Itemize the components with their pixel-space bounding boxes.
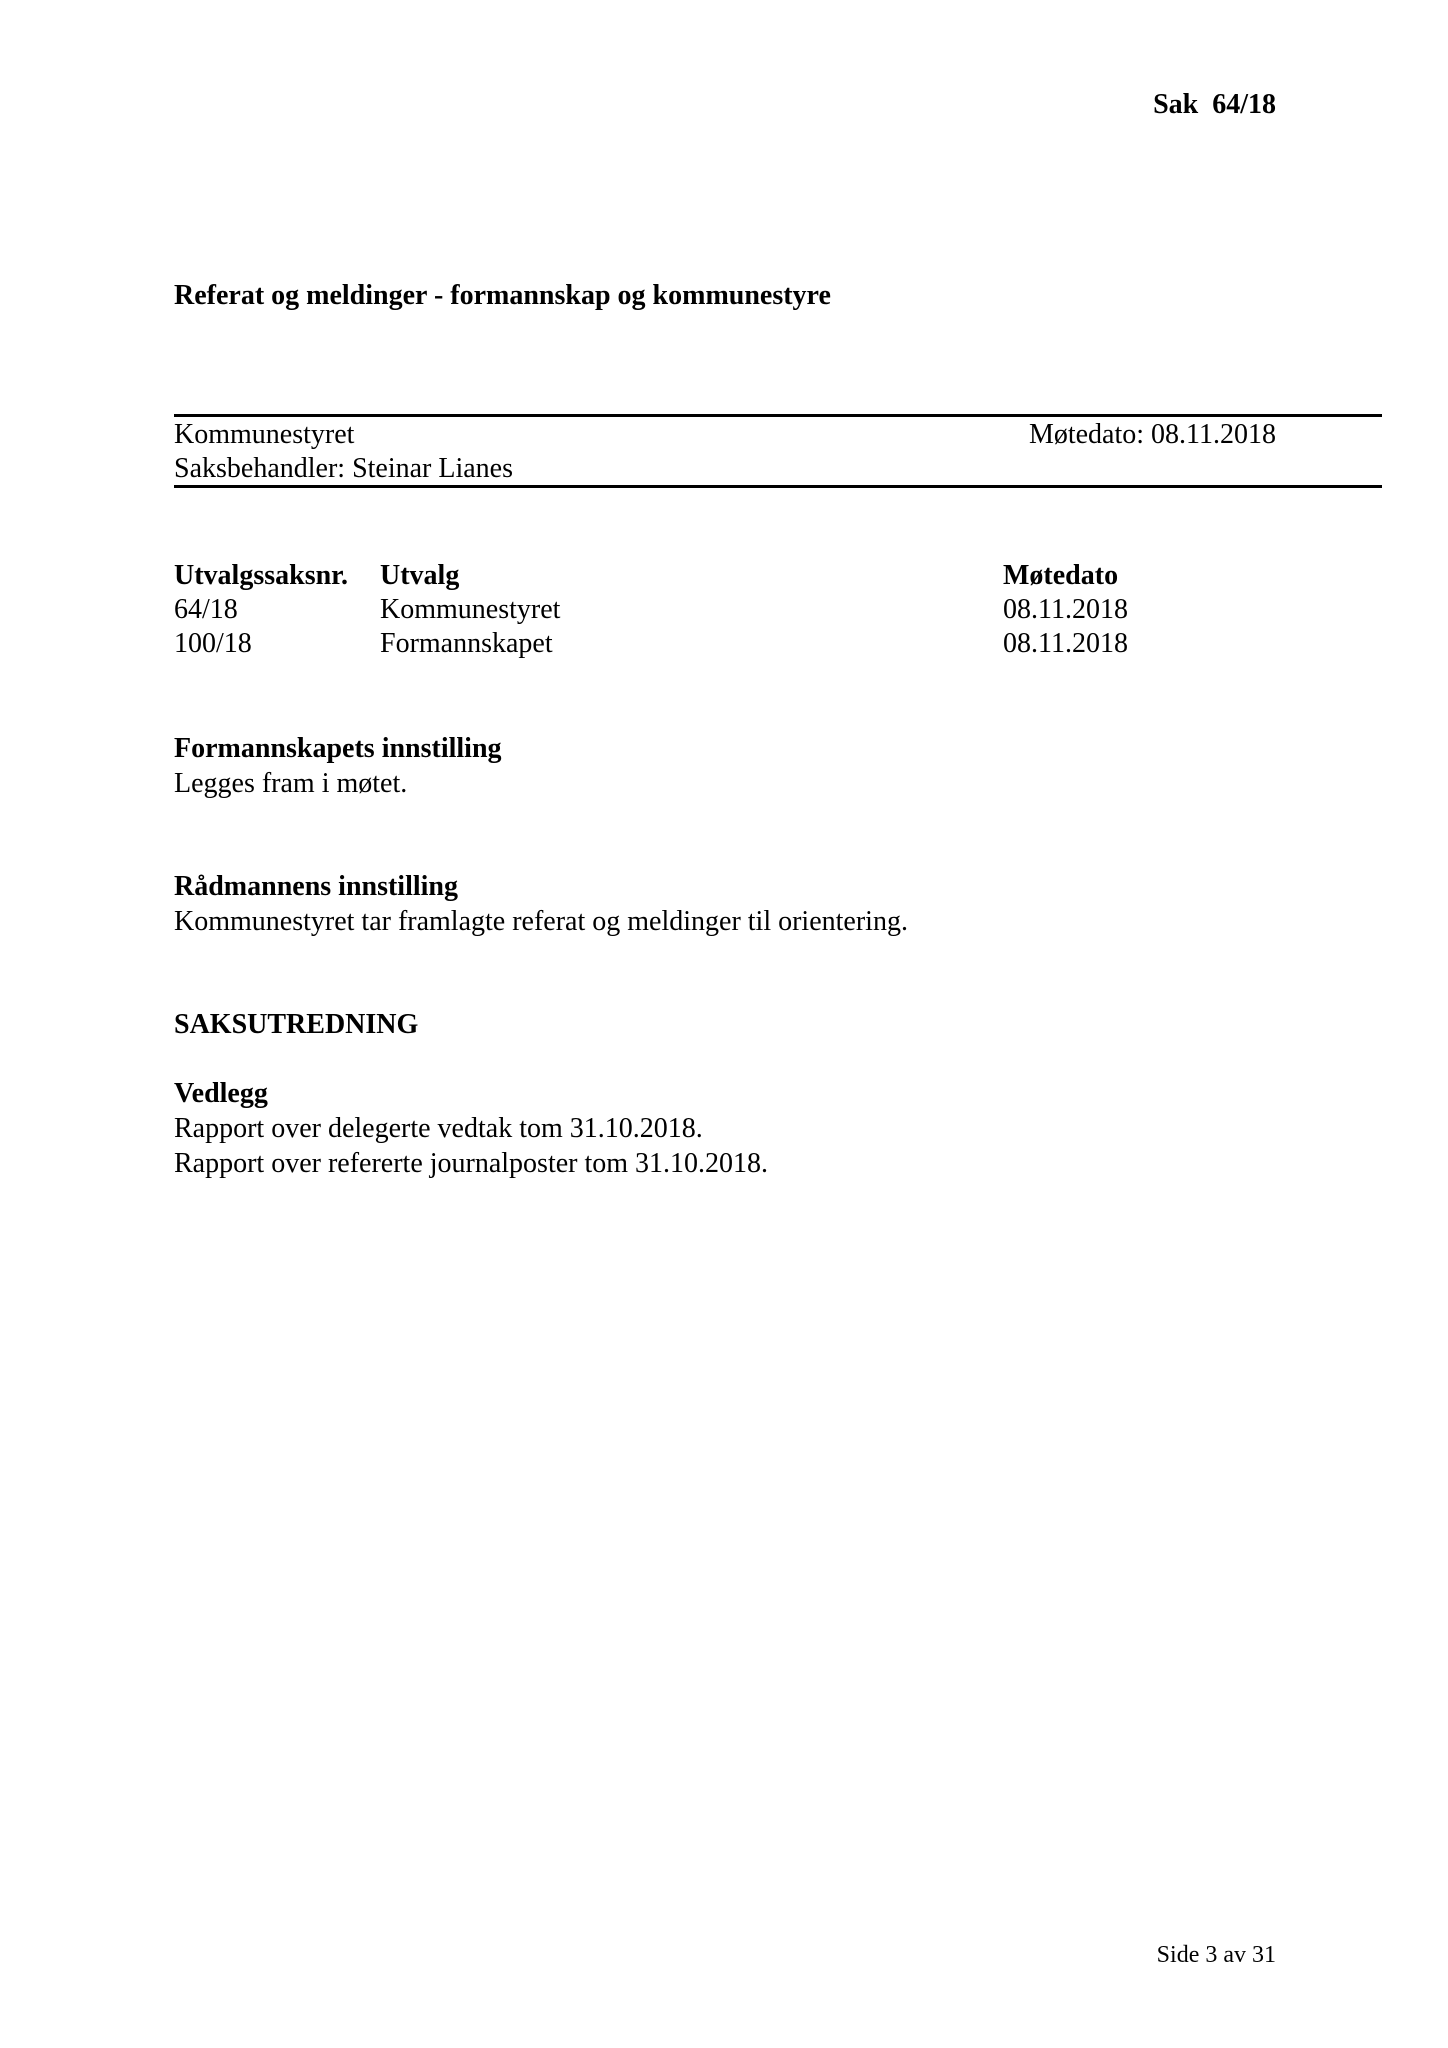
bottom-rule [174,485,1382,488]
case-reference: Sak 64/18 [1153,89,1276,120]
case-table-header [174,559,1134,593]
meta-meeting-date: Møtedato: 08.11.2018 [1028,419,1276,450]
header-committee: Utvalg [380,560,460,591]
formannskap-text: Legges fram i møtet. [174,768,408,799]
saksutredning-heading: SAKSUTREDNING [174,1009,419,1040]
meeting-date: 08.11.2018 [1003,594,1128,625]
page-number: Side 3 av 31 [1156,1942,1276,1968]
case-number: 64/18 [174,594,238,625]
table-row [174,593,1134,627]
header-case-number: Utvalgssaksnr. [174,560,349,591]
meta-case-officer: Saksbehandler: Steinar Lianes [174,453,514,484]
radmann-heading: Rådmannens innstilling [174,871,458,902]
radmann-text: Kommunestyret tar framlagte referat og meldinger til orientering. [174,906,908,937]
top-rule [174,414,1382,417]
committee: Kommunestyret [380,594,561,625]
document-title: Referat og meldinger - formannskap og kommunestyre [174,280,831,311]
vedlegg-heading: Vedlegg [174,1078,268,1109]
table-row [174,627,1134,661]
meeting-date: 08.11.2018 [1003,628,1128,659]
header-meeting-date: Møtedato [1003,560,1119,591]
committee: Formannskapet [380,628,553,659]
vedlegg-item: Rapport over delegerte vedtak tom 31.10.2018. [174,1113,703,1144]
meta-body: Kommunestyret [174,419,355,450]
formannskap-heading: Formannskapets innstilling [174,733,502,764]
vedlegg-item: Rapport over refererte journalposter tom 31.10.2018. [174,1148,769,1179]
case-number: 100/18 [174,628,252,659]
